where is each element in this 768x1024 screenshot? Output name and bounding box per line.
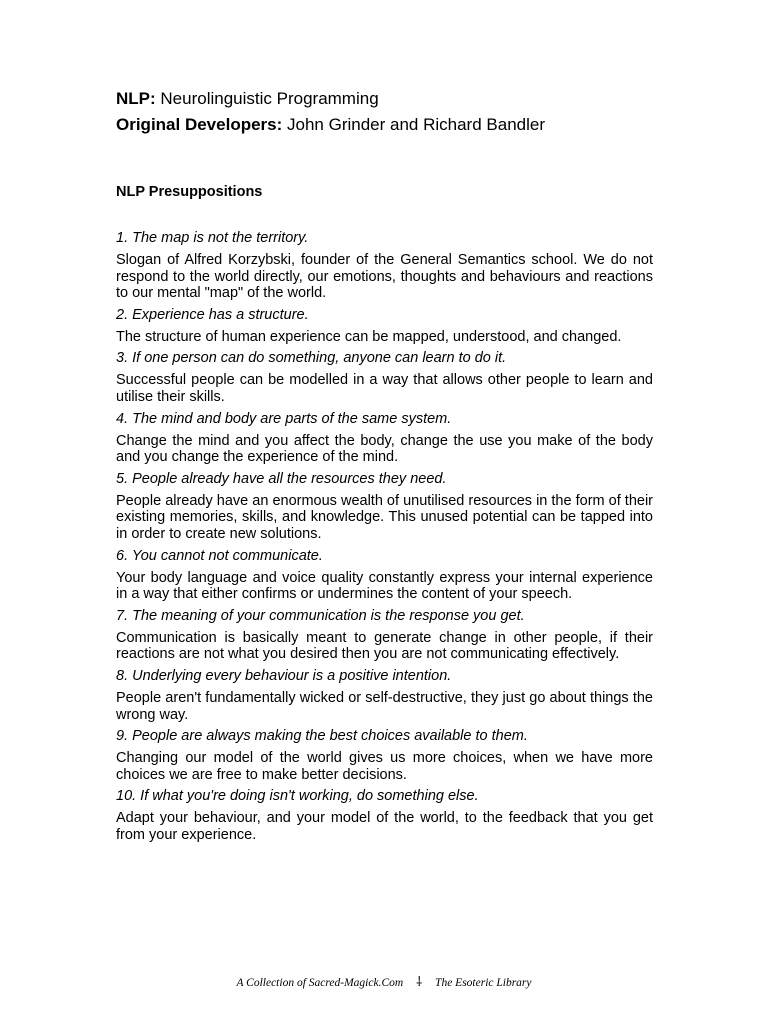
developers-label: Original Developers:: [116, 115, 283, 134]
title-value: Neurolinguistic Programming: [160, 89, 379, 108]
list-item: [116, 548, 653, 603]
developers-line: [116, 112, 653, 138]
footer-left-text: A Collection of Sacred-Magick.Com: [236, 977, 404, 989]
list-item: [116, 230, 653, 302]
item-title: 10. If what you're doing isn't working, do something else.: [116, 788, 479, 805]
list-item: [116, 307, 653, 346]
item-title: 3. If one person can do something, anyone can learn to do it.: [116, 350, 507, 367]
section-title: NLP Presuppositions: [116, 184, 263, 200]
item-body: The structure of human experience can be mapped, understood, and changed.: [116, 328, 622, 345]
item-title: 4. The mind and body are parts of the same system.: [116, 410, 452, 427]
list-item: [116, 471, 653, 543]
item-body: People already have an enormous wealth of unutilised resources in the form of their existing memories, skills, and knowledge. This unused potential can be tapped into in order to create new solutions.: [116, 492, 653, 542]
dagger-icon: ⸸: [416, 974, 423, 989]
item-body: People aren't fundamentally wicked or self-destructive, they just go about things the wrong way.: [116, 689, 653, 723]
item-body: Communication is basically meant to generate change in other people, if their reactions are not what you desired then you are not communicating effectively.: [116, 629, 653, 663]
title-label: NLP:: [116, 89, 156, 108]
item-title: 2. Experience has a structure.: [116, 306, 309, 323]
item-body: Successful people can be modelled in a way that allows other people to learn and utilise their skills.: [116, 372, 653, 405]
list-item: [116, 728, 653, 783]
list-item: [116, 411, 653, 466]
list-item: [116, 608, 653, 663]
list-item: [116, 668, 653, 723]
item-title: 5. People already have all the resources they need.: [116, 470, 447, 487]
item-body: Changing our model of the world gives us more choices, when we have more choices we are free to make better decisions.: [116, 750, 653, 783]
item-body: Change the mind and you affect the body, change the use you make of the body and you change the experience of the mind.: [116, 432, 653, 466]
item-title: 8. Underlying every behaviour is a positive intention.: [116, 667, 452, 684]
item-title: 9. People are always making the best choices available to them.: [116, 728, 528, 745]
title-line: [116, 86, 653, 112]
item-body: Your body language and voice quality constantly express your internal experience in a way that either confirms or undermines the content of your speech.: [116, 569, 653, 603]
item-body: Adapt your behaviour, and your model of the world, to the feedback that you get from your experience.: [116, 810, 653, 843]
item-title: 1. The map is not the territory.: [116, 230, 309, 246]
presupposition-list: [116, 230, 653, 848]
page-footer: [0, 972, 768, 990]
item-title: 7. The meaning of your communication is the response you get.: [116, 607, 525, 624]
document-page: [116, 86, 653, 843]
item-body: Slogan of Alfred Korzybski, founder of the General Semantics school. We do not respond to the world directly, our emotions, thoughts and behaviours and reactions to our mental "map" of the world.: [116, 252, 653, 302]
list-item: [116, 788, 653, 843]
item-title: 6. You cannot not communicate.: [116, 547, 323, 564]
developers-value: John Grinder and Richard Bandler: [287, 115, 545, 134]
footer-right-text: The Esoteric Library: [435, 977, 532, 989]
list-item: [116, 350, 653, 405]
